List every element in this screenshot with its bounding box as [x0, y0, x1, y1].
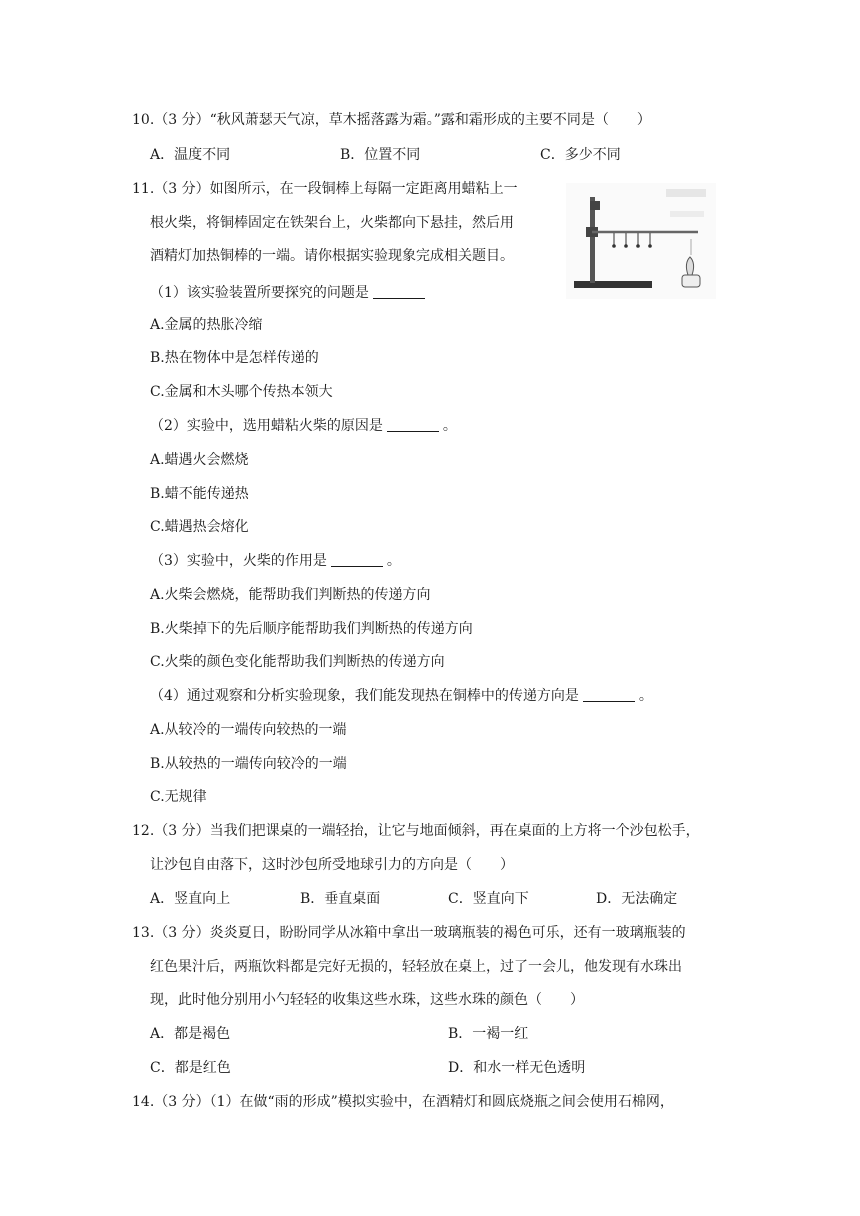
q11-sub1-question — [150, 283, 429, 303]
q11-sub2-prompt: （2）实验中，选用蜡粘火柴的原因是 — [150, 418, 383, 434]
q12-stem-line-1: 12.（3 分）当我们把课桌的一端轻抬，让它与地面倾斜，再在桌面的上方将一个沙包松手， — [132, 823, 700, 839]
q11-sub3-suffix: 。 — [386, 553, 401, 569]
q11-stem-line-1: 11.（3 分）如图所示，在一段铜棒上每隔一定距离用蜡粘上一 — [132, 181, 518, 197]
q11-sub2-option-c: C.蜡遇热会熔化 — [150, 519, 249, 535]
q10-option-a: A．温度不同 — [150, 147, 231, 163]
q11-sub4-answer-blank — [583, 687, 635, 702]
q11-sub1-option-a: A.金属的热胀冷缩 — [150, 317, 263, 333]
q11-sub1-prompt: （1）该实验装置所要探究的问题是 — [150, 285, 369, 301]
q11-sub4-suffix: 。 — [638, 688, 653, 704]
q13-stem-line-1: 13.（3 分）炎炎夏日，盼盼同学从冰箱中拿出一玻璃瓶装的褐色可乐，还有一玻璃瓶装的 — [132, 925, 686, 941]
q11-sub1-answer-blank — [373, 284, 425, 299]
q11-sub2-question — [150, 416, 457, 436]
q11-sub2-option-a: A.蜡遇火会燃烧 — [150, 452, 249, 468]
q13-option-c: C．都是红色 — [150, 1060, 231, 1076]
q11-sub2-suffix: 。 — [442, 418, 457, 434]
q12-option-a: A．竖直向上 — [150, 891, 231, 907]
q11-sub2-option-b: B.蜡不能传递热 — [150, 486, 249, 502]
q10-stem: 10.（3 分）“秋风萧瑟天气凉，草木摇落露为霜。”露和霜形成的主要不同是（ ） — [132, 112, 651, 128]
q11-sub3-answer-blank — [331, 552, 383, 567]
q12-option-d: D．无法确定 — [596, 891, 678, 907]
q11-sub4-question — [150, 686, 653, 706]
q11-stem-line-3: 酒精灯加热铜棒的一端。请你根据实验现象完成相关题目。 — [150, 248, 514, 264]
q11-sub3-option-b: B.火柴掉下的先后顺序能帮助我们判断热的传递方向 — [150, 621, 473, 637]
q13-option-d: D．和水一样无色透明 — [448, 1060, 586, 1076]
q11-stem-line-2: 根火柴，将铜棒固定在铁架台上，火柴都向下悬挂，然后用 — [150, 215, 514, 231]
q10-option-b: B．位置不同 — [340, 147, 421, 163]
q11-sub2-answer-blank — [387, 417, 439, 432]
q12-option-b: B．垂直桌面 — [300, 891, 381, 907]
q11-sub3-option-c: C.火柴的颜色变化能帮助我们判断热的传递方向 — [150, 654, 445, 670]
q13-option-b: B．一褐一红 — [448, 1026, 529, 1042]
q11-sub4-option-a: A.从较冷的一端传向较热的一端 — [150, 722, 347, 738]
q13-option-a: A．都是褐色 — [150, 1026, 231, 1042]
q11-sub3-question — [150, 551, 401, 571]
q12-option-c: C．竖直向下 — [448, 891, 529, 907]
q10-option-c: C．多少不同 — [540, 147, 621, 163]
q11-sub3-prompt: （3）实验中，火柴的作用是 — [150, 553, 327, 569]
q12-stem-line-2: 让沙包自由落下，这时沙包所受地球引力的方向是（ ） — [150, 857, 514, 873]
q11-sub4-option-b: B.从较热的一端传向较冷的一端 — [150, 756, 347, 772]
copper-rod-experiment-figure — [566, 183, 716, 299]
q13-stem-line-3: 现，此时他分别用小勺轻轻的收集这些水珠，这些水珠的颜色（ ） — [150, 992, 584, 1008]
q13-stem-line-2: 红色果汁后，两瓶饮料都是完好无损的，轻轻放在桌上，过了一会儿，他发现有水珠出 — [150, 959, 682, 975]
q11-sub4-prompt: （4）通过观察和分析实验现象，我们能发现热在铜棒中的传递方向是 — [150, 688, 579, 704]
q11-sub3-option-a: A.火柴会燃烧，能帮助我们判断热的传递方向 — [150, 587, 431, 603]
q11-sub1-option-c: C.金属和木头哪个传热本领大 — [150, 384, 333, 400]
q14-stem: 14.（3 分）（1）在做“雨的形成”模拟实验中，在酒精灯和圆底烧瓶之间会使用石棉网， — [132, 1094, 674, 1110]
q11-sub1-option-b: B.热在物体中是怎样传递的 — [150, 350, 319, 366]
q11-sub4-option-c: C.无规律 — [150, 789, 207, 805]
